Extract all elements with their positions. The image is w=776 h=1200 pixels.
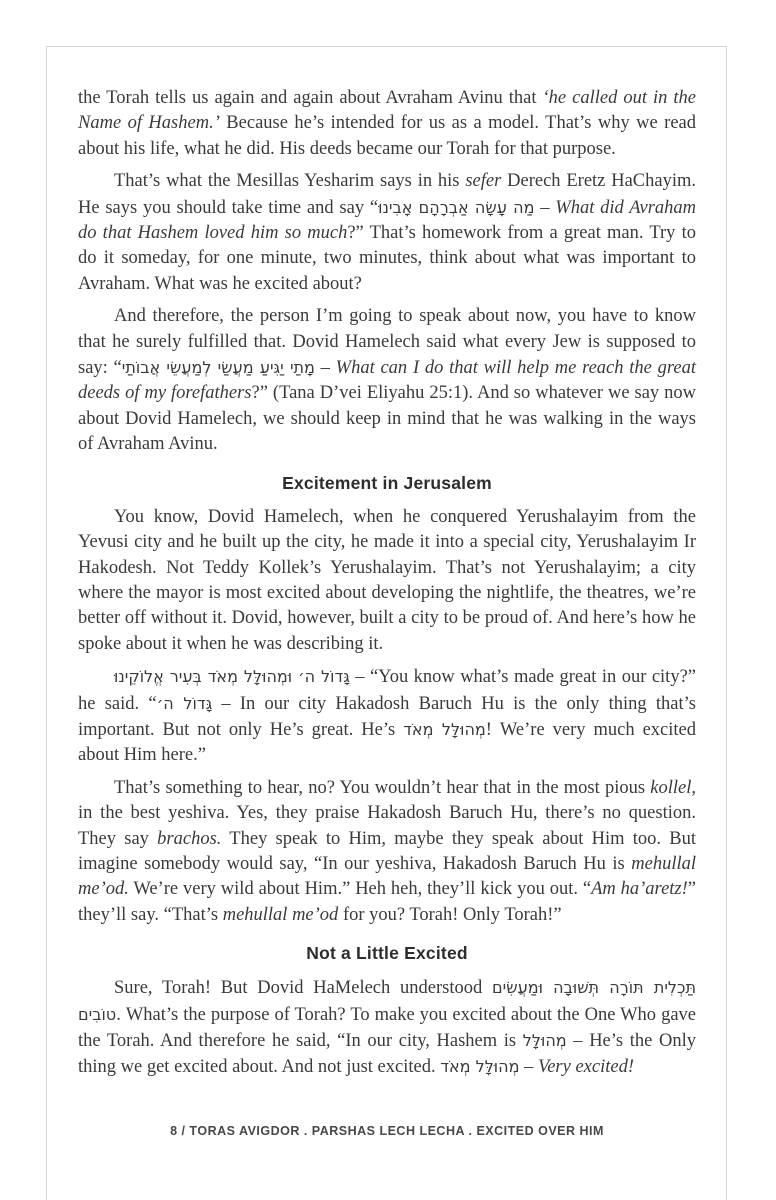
text-run: Sure, Torah! But Dovid HaMelech understood: [114, 978, 492, 999]
text-run: What can I do that will help me reach the great deeds of my forefathers: [78, 358, 696, 404]
paragraph: [78, 975, 696, 1081]
text-run: mehullal me’od.: [78, 853, 696, 900]
hebrew-text-run: גָּדוֹל ה׳: [156, 693, 213, 713]
text-run: Am ha’aretz!: [591, 879, 688, 900]
text-run: , in the best yeshiva. Yes, they praise Hakadosh Baruch Hu, there’s no question. They say: [78, 777, 696, 849]
paragraph: [78, 86, 696, 162]
hebrew-text-run: מְהוּלָּל: [522, 1031, 567, 1050]
text-run: –: [519, 1057, 538, 1078]
text-run: ?” That’s homework from a great man. Try to do it someday, for one minute, two minutes, think about what was important to Avraham. What was he excited about?: [78, 223, 696, 294]
text-run: for you? Torah! Only Torah!”: [338, 904, 562, 925]
text-run: That’s what the Mesillas Yesharim says in his: [114, 171, 466, 192]
page-footer: 8 / TORAS AVIGDOR . PARSHAS LECH LECHA . EXCITED OVER HIM: [170, 1124, 604, 1138]
hebrew-text-run: מְהוּלָּל מְאֹד: [440, 1057, 520, 1077]
text-run: And therefore, the person I’m going to speak about now, you have to know that he surely fulfilled that. Dovid Hamelech said what every Jew is supposed to say: “: [78, 306, 696, 379]
text-run: kollel: [650, 777, 692, 798]
text-run: What did Avraham do that Hashem loved him so much: [78, 197, 697, 244]
text-run: That’s something to hear, no? You wouldn’t hear that in the most pious: [114, 777, 651, 798]
text-run: ?” (Tana D’vei Eliyahu 25:1). And so whatever we say now about Dovid Hamelech, we should keep in mind that he was walking in the ways of Avraham Avinu.: [78, 383, 697, 455]
text-run: Because he’s intended for us as a model. That’s why we read about his life, what he did. His deeds became our Torah for that purpose.: [78, 113, 696, 159]
hebrew-text-run: מַה עָשָׂה אַבְרָהָם אָבִינוּ: [378, 197, 535, 217]
text-run: the Torah tells us again and again about Avraham Avinu that: [78, 88, 543, 108]
text-run: –: [314, 358, 336, 379]
section-heading: Not a Little Excited: [306, 943, 468, 964]
text-run: ‘he called out in the Name of Hashem.’: [78, 88, 696, 134]
text-run: –: [534, 197, 556, 218]
section-heading: Excitement in Jerusalem: [282, 472, 492, 493]
text-run: You know, Dovid Hamelech, when he conquered Yerushalayim from the Yevusi city and he built up the city, he made it into a special city, Yerushalayim Ir Hakodesh. Not Teddy Kollek’s Yerushalayim. That’s not Yerushalayim; a city where the mayor is most excited about developing the nightlife, the theatres, we’re better off without it. Dovid, however, built a city to be proud of. And here’s how he spoke about it when he was describing it.: [78, 506, 696, 654]
hebrew-text-run: תַּכְלִית תּוֹרָה תְּשׁוּבָה וּמַעֲשִׂים טוֹבִים: [78, 978, 697, 1024]
text-run: ” they’ll say. “That’s: [78, 879, 697, 925]
page-body: [78, 86, 696, 1088]
paragraph: [78, 505, 696, 657]
text-run: brachos.: [157, 828, 222, 849]
hebrew-text-run: מָתַי יַגִּיעַ מַעֲשַׂי לְמַעֲשֵׂי אֲבוֹתַי: [121, 358, 315, 378]
text-run: . What’s the purpose of Torah? To make you excited about the One Who gave the Torah. And therefore he said, “In our city, Hashem is: [78, 1004, 696, 1051]
paragraph: [78, 169, 696, 297]
hebrew-text-run: גָּדוֹל ה׳ וּמְהוּלָּל מְאֹד בְּעִיר אֱלוֹקֵינוּ: [114, 667, 350, 687]
text-run: They speak to Him, maybe they speak about Him too. But imagine somebody would say, “In our yeshiva, Hakadosh Baruch Hu is: [78, 828, 696, 874]
text-run: ! We’re very much excited about Him here.”: [78, 719, 696, 766]
text-run: – “You know what’s made great in our city?” he said. “: [78, 667, 696, 714]
paragraph: [78, 776, 696, 928]
text-run: sefer: [465, 171, 502, 192]
text-run: Very excited!: [537, 1057, 635, 1078]
paragraph: [78, 664, 696, 769]
text-run: – He’s the Only thing we get excited about. And not just excited.: [78, 1031, 697, 1078]
text-run: We’re very wild about Him.” Heh heh, they’ll kick you out. “: [128, 879, 592, 900]
paragraph: [78, 304, 696, 457]
text-run: mehullal me’od: [222, 904, 339, 925]
hebrew-text-run: מְהוּלָּל מְאֹד: [403, 719, 486, 739]
text-run: – In our city Hakadosh Baruch Hu is the only thing that’s important. But not only He’s great. He’s: [78, 693, 696, 740]
text-run: Derech Eretz HaChayim. He says you should take time and say “: [78, 171, 696, 218]
